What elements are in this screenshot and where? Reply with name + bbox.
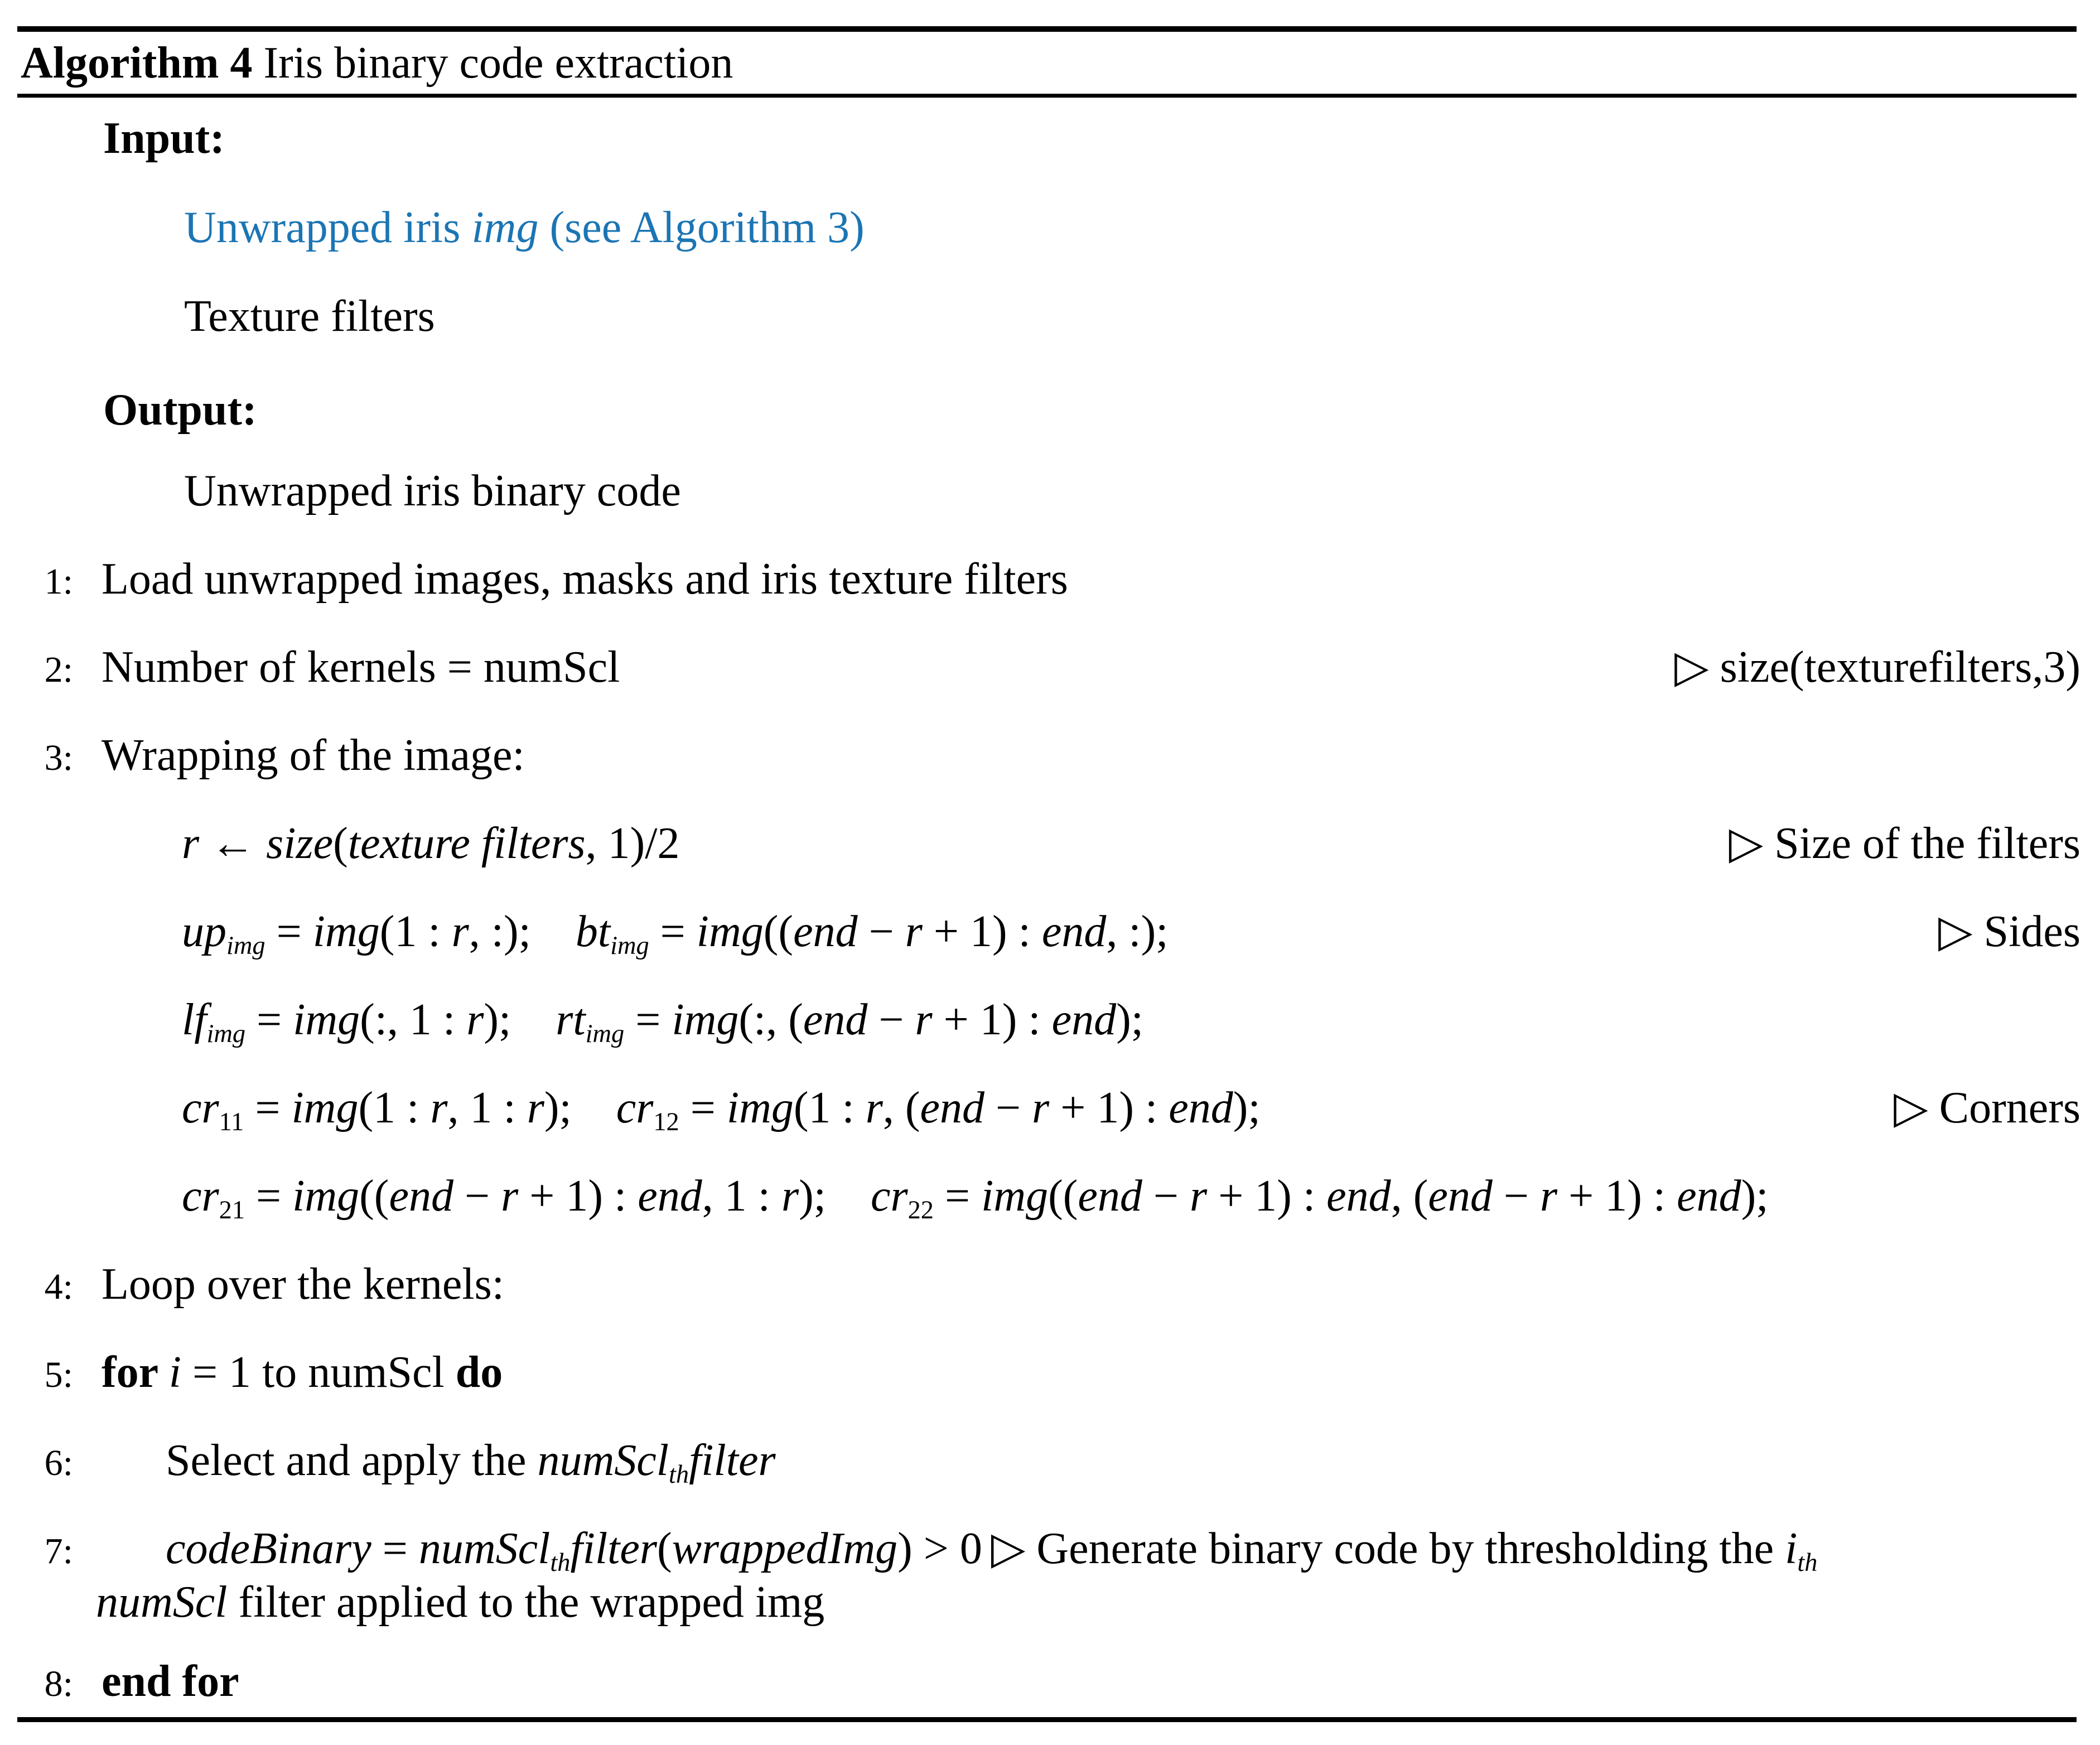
- text-segment: (1 :: [358, 1083, 431, 1132]
- math-corners-bottom-text: [182, 1172, 1769, 1225]
- text-segment: ) > 0: [897, 1524, 982, 1573]
- text-segment: Select and apply the: [166, 1436, 538, 1485]
- text-segment: end: [793, 907, 858, 956]
- input-texture-filters: [184, 283, 435, 350]
- text-segment: cr: [182, 1083, 219, 1132]
- text-segment: end: [1326, 1172, 1391, 1221]
- text-segment: =: [265, 907, 313, 956]
- text-segment: (1 :: [379, 907, 452, 956]
- step-3-number: 3:: [44, 737, 73, 778]
- output-label: Output:: [103, 385, 257, 435]
- text-segment: ((: [763, 907, 794, 956]
- text-segment: r: [781, 1172, 799, 1221]
- algorithm-title: [21, 30, 733, 97]
- text-segment: img: [291, 1083, 359, 1132]
- text-segment: (: [333, 819, 348, 868]
- math-sides-comment: ▷ Sides: [1938, 907, 2080, 956]
- text-segment: , (: [882, 1083, 920, 1132]
- step-5-number: 5:: [44, 1354, 73, 1395]
- text-segment: img: [672, 995, 739, 1044]
- text-segment: bt: [575, 907, 611, 956]
- text-segment: img: [471, 203, 539, 252]
- text-segment: [826, 1172, 871, 1221]
- step-1: [0, 546, 2080, 615]
- step-8: [0, 1648, 2080, 1718]
- text-segment: end: [1041, 907, 1107, 956]
- text-segment: numScl: [537, 1436, 669, 1485]
- text-segment: img: [293, 995, 360, 1044]
- step-2: [0, 634, 2080, 703]
- math-corners-comment: ▷ Corners: [1894, 1083, 2080, 1132]
- text-segment: r: [1032, 1083, 1050, 1132]
- text-segment: [511, 995, 556, 1044]
- text-segment: texture filters: [347, 819, 586, 868]
- text-segment: rt: [556, 995, 586, 1044]
- text-segment: Unwrapped iris binary code: [184, 466, 681, 515]
- text-segment: numScl: [96, 1578, 228, 1627]
- text-segment: end: [389, 1172, 453, 1221]
- text-segment: filter: [689, 1436, 776, 1485]
- text-segment: + 1) :: [518, 1172, 638, 1221]
- text-segment: ((: [359, 1172, 389, 1221]
- math-line-left-right: [0, 986, 2080, 1068]
- text-segment: Number of kernels = numScl: [102, 643, 620, 692]
- text-segment: );: [1741, 1172, 1769, 1221]
- text-segment: i: [1785, 1524, 1798, 1573]
- text-segment: th: [1797, 1548, 1818, 1577]
- text-segment: );: [1116, 995, 1144, 1044]
- text-segment: Load unwrapped images, masks and iris texture filters: [102, 555, 1068, 604]
- text-segment: =: [679, 1083, 727, 1132]
- text-segment: end: [920, 1083, 985, 1132]
- text-segment: );: [484, 995, 511, 1044]
- text-segment: cr: [182, 1172, 219, 1221]
- step-2-comment: ▷ size(texturefilters,3): [1674, 643, 2080, 692]
- text-segment: r: [1190, 1172, 1208, 1221]
- step-6: [0, 1427, 2080, 1508]
- text-segment: =: [245, 1172, 293, 1221]
- output-binary-code: [184, 457, 681, 524]
- algorithm-title-label: Algorithm 4: [21, 38, 253, 88]
- text-segment: (:, (: [738, 995, 803, 1044]
- step-3-text: [102, 731, 525, 780]
- math-filter-size-text: [182, 819, 679, 868]
- text-segment: (: [657, 1524, 672, 1573]
- text-segment: r: [905, 907, 923, 956]
- math-line-corners-top: [0, 1074, 2080, 1156]
- text-segment: cr: [616, 1083, 654, 1132]
- text-segment: −: [857, 907, 905, 956]
- step-8-text: [102, 1657, 239, 1706]
- bottom-rule: [17, 1717, 2077, 1722]
- text-segment: , :);: [1106, 907, 1169, 956]
- text-segment: 21: [219, 1196, 245, 1225]
- text-segment: cr: [870, 1172, 908, 1221]
- text-segment: lf: [182, 995, 207, 1044]
- text-segment: r: [865, 1083, 883, 1132]
- text-segment: end: [1078, 1172, 1142, 1221]
- math-line-filter-size: [0, 810, 2080, 877]
- step-2-text: [102, 643, 620, 692]
- text-segment: ((: [1048, 1172, 1078, 1221]
- input-label: Input:: [103, 114, 225, 163]
- text-segment: img: [981, 1172, 1049, 1221]
- step-6-text: [166, 1436, 776, 1489]
- text-segment: end: [803, 995, 868, 1044]
- text-segment: r: [915, 995, 933, 1044]
- text-segment: img: [726, 1083, 794, 1132]
- step-7-continuation: [0, 1569, 2080, 1636]
- text-segment: r: [501, 1172, 519, 1221]
- text-segment: + 1) :: [922, 907, 1042, 956]
- text-segment: =: [624, 995, 672, 1044]
- text-segment: =: [245, 995, 293, 1044]
- text-segment: end: [1169, 1083, 1233, 1132]
- text-segment: r: [1539, 1172, 1558, 1221]
- step-7-number: 7:: [44, 1531, 73, 1572]
- text-segment: filter: [570, 1524, 658, 1573]
- math-line-sides: [0, 898, 2080, 980]
- text-segment: img: [206, 1019, 246, 1048]
- text-segment: r: [466, 995, 484, 1044]
- text-segment: Texture filters: [184, 292, 435, 341]
- algorithm-title-text: Iris binary code extraction: [252, 38, 733, 88]
- text-segment: + 1) :: [1049, 1083, 1169, 1132]
- math-corners-top-text: [182, 1083, 1261, 1136]
- step-1-text: [102, 555, 1068, 604]
- text-segment: img: [292, 1172, 360, 1221]
- step-3: [0, 722, 2080, 792]
- text-segment: numScl: [418, 1524, 551, 1573]
- step-4-number: 4:: [44, 1266, 73, 1307]
- step-4-text: [102, 1260, 504, 1309]
- text-segment: , :);: [469, 907, 531, 956]
- text-segment: )/2: [630, 819, 680, 868]
- step-6-number: 6:: [44, 1443, 73, 1483]
- text-segment: wrappedImg: [672, 1524, 898, 1573]
- step-5: [0, 1339, 2080, 1409]
- text-segment: img: [610, 931, 649, 960]
- text-segment: (see Algorithm 3): [538, 203, 865, 252]
- text-segment: , 1: [585, 819, 630, 868]
- text-segment: end: [1677, 1172, 1741, 1221]
- text-segment: + 1) :: [1207, 1172, 1327, 1221]
- step-7-continuation-text: [96, 1578, 824, 1627]
- math-line-corners-bottom: [0, 1163, 2080, 1244]
- step-5-text: [102, 1348, 503, 1397]
- input-unwrapped-iris-link[interactable]: [184, 194, 865, 261]
- math-filter-size-comment: ▷ Size of the filters: [1729, 819, 2080, 868]
- step-4: [0, 1251, 2080, 1320]
- text-segment: Loop over the kernels:: [102, 1260, 504, 1309]
- text-segment: end for: [102, 1657, 239, 1706]
- text-segment: r: [430, 1083, 448, 1132]
- step-8-number: 8:: [44, 1664, 73, 1704]
- text-segment: + 1) :: [1557, 1172, 1677, 1221]
- text-segment: r: [182, 819, 200, 868]
- text-segment: ▷ Generate binary code by thresholding the: [982, 1524, 1785, 1573]
- math-left-right-text: [182, 995, 1144, 1048]
- text-segment: Wrapping of the image:: [102, 731, 525, 780]
- text-segment: (:, 1 :: [360, 995, 467, 1044]
- text-segment: −: [1492, 1172, 1540, 1221]
- step-2-number: 2:: [44, 649, 73, 690]
- title-rule: [17, 94, 2077, 98]
- text-segment: =: [934, 1172, 982, 1221]
- text-segment: th: [550, 1548, 571, 1577]
- text-segment: ←: [199, 819, 267, 868]
- text-segment: size: [266, 819, 334, 868]
- text-segment: );: [799, 1172, 826, 1221]
- text-segment: −: [867, 995, 915, 1044]
- text-segment: 12: [653, 1107, 679, 1136]
- text-segment: , 1 :: [702, 1172, 781, 1221]
- text-segment: r: [451, 907, 469, 956]
- text-segment: , (: [1391, 1172, 1428, 1221]
- math-sides-text: [182, 907, 1169, 960]
- step-1-number: 1:: [44, 561, 73, 602]
- text-segment: );: [1233, 1083, 1261, 1132]
- text-segment: img: [585, 1019, 625, 1048]
- text-segment: [531, 907, 576, 956]
- text-segment: = 1 to numScl: [181, 1348, 456, 1397]
- text-segment: filter applied to the wrapped img: [227, 1578, 825, 1627]
- text-segment: end: [1428, 1172, 1493, 1221]
- text-segment: =: [649, 907, 697, 956]
- text-segment: codeBinary: [166, 1524, 371, 1573]
- text-segment: 22: [907, 1196, 934, 1225]
- text-segment: [572, 1083, 616, 1132]
- text-segment: Unwrapped iris: [184, 203, 472, 252]
- text-segment: img: [696, 907, 764, 956]
- text-segment: −: [1142, 1172, 1190, 1221]
- text-segment: + 1) :: [932, 995, 1052, 1044]
- text-segment: do: [455, 1348, 503, 1397]
- text-segment: −: [984, 1083, 1032, 1132]
- text-segment: for: [102, 1348, 169, 1397]
- text-segment: =: [244, 1083, 292, 1132]
- text-segment: i: [168, 1348, 181, 1397]
- text-segment: 11: [219, 1107, 244, 1136]
- text-segment: r: [527, 1083, 544, 1132]
- text-segment: img: [312, 907, 380, 956]
- text-segment: end: [1051, 995, 1117, 1044]
- text-segment: );: [544, 1083, 572, 1132]
- text-segment: img: [226, 931, 265, 960]
- text-segment: =: [371, 1524, 419, 1573]
- text-segment: −: [453, 1172, 501, 1221]
- text-segment: , 1 :: [447, 1083, 527, 1132]
- step-7-text: [166, 1524, 1818, 1577]
- text-segment: end: [638, 1172, 702, 1221]
- text-segment: up: [182, 907, 226, 956]
- text-segment: th: [668, 1460, 689, 1489]
- text-segment: (1 :: [793, 1083, 866, 1132]
